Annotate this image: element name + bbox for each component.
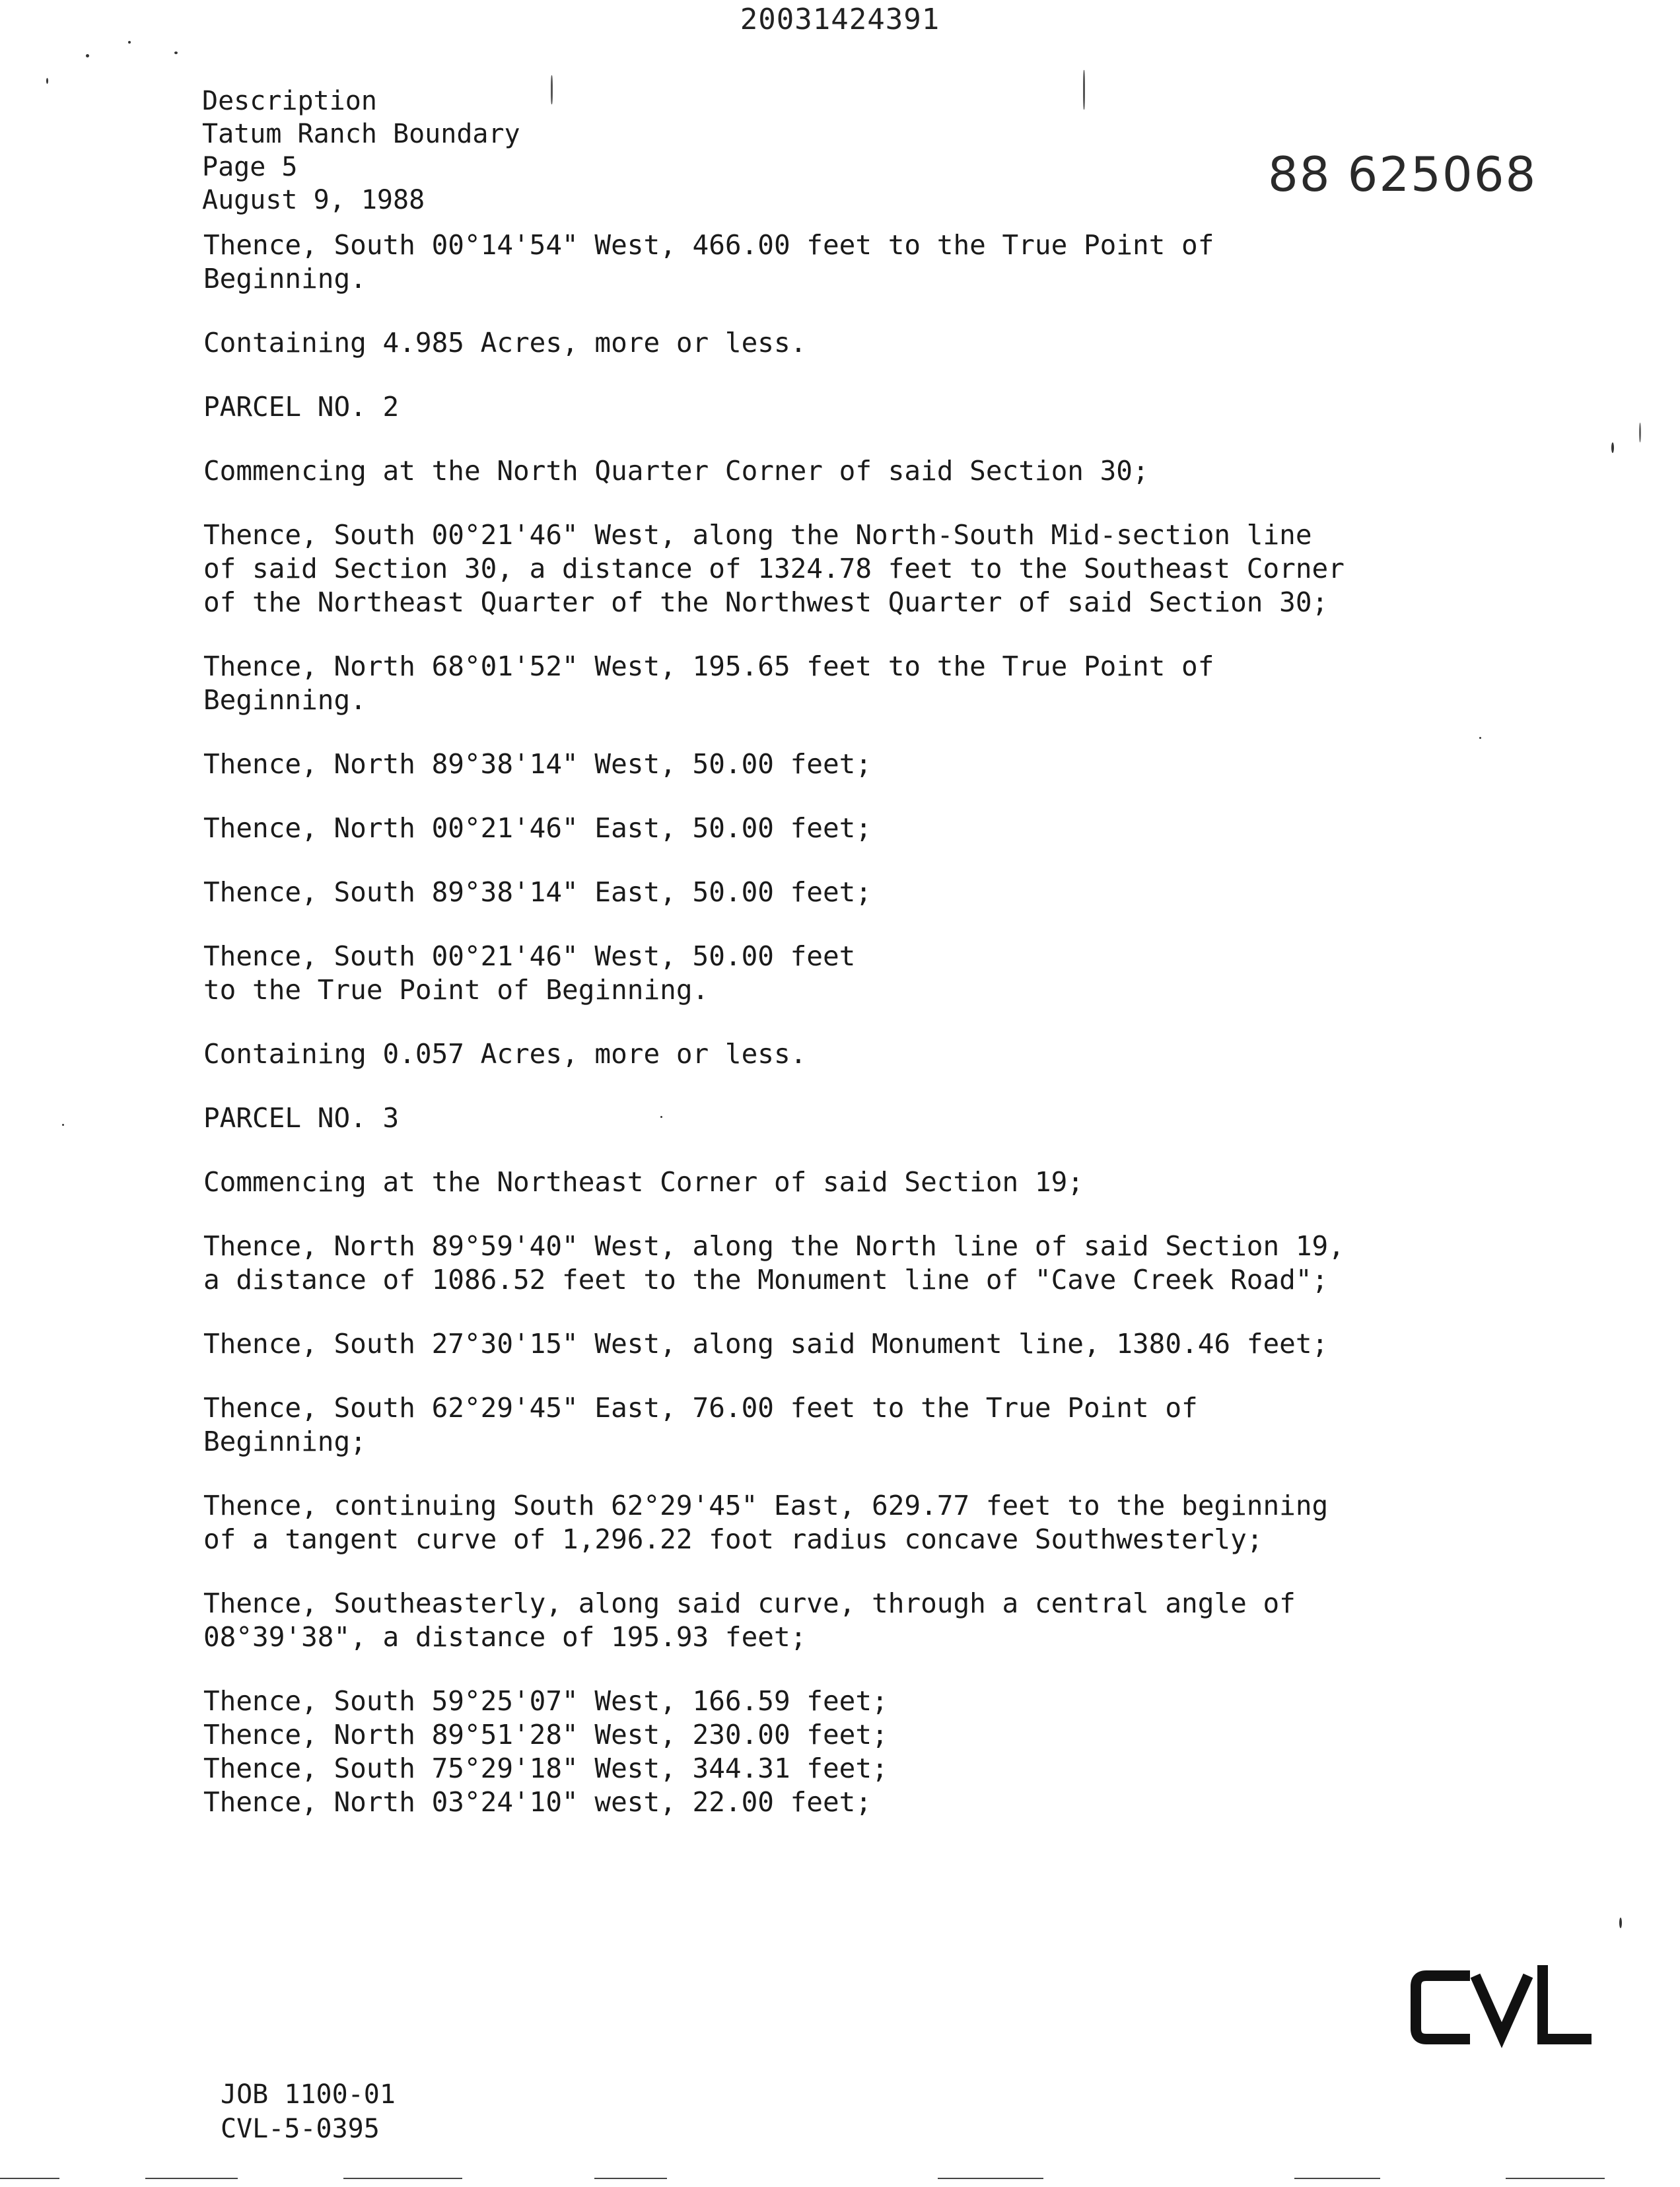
scan-edge-line — [594, 2178, 667, 2179]
scan-speck — [174, 52, 178, 54]
parcel-heading: PARCEL NO. 2 — [203, 391, 400, 423]
paragraph: Thence, North 89°59'40" West, along the North line of said Section 19, a distance of 1086.52 feet to the Monument line of "Cave Creek Road"; — [203, 1230, 1345, 1296]
scan-speck — [551, 75, 553, 104]
paragraph: Thence, South 62°29'45" East, 76.00 feet to the True Point of Beginning; — [203, 1392, 1198, 1457]
paragraph: Containing 4.985 Acres, more or less. — [203, 327, 807, 359]
paragraph: Thence, South 00°21'46" West, along the North-South Mid-section line of said Section 30, a distance of 1324.78 feet to the Southeast Corner of the Northeast Quarter of the Northwest Quarter of said Section 30; — [203, 519, 1345, 618]
document-number: 20031424391 — [740, 3, 940, 36]
paragraph: Thence, South 27°30'15" West, along said Monument line, 1380.46 feet; — [203, 1328, 1329, 1360]
scan-speck — [62, 1124, 64, 1126]
job-number: JOB 1100-01 — [221, 2079, 396, 2110]
cvl-logo — [1407, 1961, 1592, 2054]
course-line: Thence, South 75°29'18" West, 344.31 feet; — [203, 1753, 888, 1784]
scan-edge-line — [1506, 2178, 1605, 2179]
scan-edge-line — [938, 2178, 1043, 2179]
course-line: Thence, South 59°25'07" West, 166.59 feet; — [203, 1685, 888, 1717]
scan-speck — [1611, 442, 1614, 453]
header-line-date: August 9, 1988 — [202, 185, 425, 215]
paragraph: Thence, South 00°14'54" West, 466.00 feet to the True Point of Beginning. — [203, 229, 1214, 295]
document-footer — [221, 2077, 396, 2146]
document-header — [202, 85, 520, 217]
paragraph: Thence, continuing South 62°29'45" East, 629.77 feet to the beginning of a tangent curve of 1,296.22 foot radius concave Southwesterly; — [203, 1490, 1329, 1555]
paragraph: Commencing at the Northeast Corner of said Section 19; — [203, 1166, 1084, 1198]
scan-speck — [1619, 1918, 1622, 1928]
header-line-description: Description — [202, 86, 377, 116]
paragraph: Thence, North 00°21'46" East, 50.00 feet; — [203, 812, 872, 844]
parcel-heading: PARCEL NO. 3 — [203, 1102, 400, 1134]
scan-edge-line — [1294, 2178, 1380, 2179]
scan-speck — [1083, 70, 1085, 110]
header-line-page: Page 5 — [202, 152, 298, 182]
recording-number-stamp: 88 625068 — [1268, 147, 1537, 202]
paragraph: Thence, North 89°38'14" West, 50.00 feet; — [203, 748, 872, 780]
legal-description-body — [203, 228, 1392, 1819]
paragraph: Containing 0.057 Acres, more or less. — [203, 1038, 807, 1070]
scan-edge-line — [0, 2178, 59, 2179]
paragraph: Thence, Southeasterly, along said curve, through a central angle of 08°39'38", a distance of 195.93 feet; — [203, 1587, 1296, 1653]
paragraph: Thence, South 89°38'14" East, 50.00 feet; — [203, 876, 872, 908]
scan-speck — [86, 54, 89, 57]
paragraph: Commencing at the North Quarter Corner of said Section 30; — [203, 455, 1149, 487]
course-line: Thence, North 03°24'10" west, 22.00 feet; — [203, 1786, 872, 1818]
course-line: Thence, North 89°51'28" West, 230.00 feet; — [203, 1719, 888, 1751]
scan-speck — [1639, 423, 1641, 442]
paragraph: Thence, North 68°01'52" West, 195.65 feet to the True Point of Beginning. — [203, 650, 1214, 716]
scan-speck — [1479, 737, 1481, 739]
scan-speck — [46, 78, 48, 84]
scan-edge-line — [145, 2178, 238, 2179]
header-line-title: Tatum Ranch Boundary — [202, 119, 520, 149]
scan-speck — [660, 1116, 662, 1118]
scan-speck — [128, 41, 131, 44]
paragraph: Thence, South 00°21'46" West, 50.00 feet to the True Point of Beginning. — [203, 940, 856, 1006]
reference-number: CVL-5-0395 — [221, 2114, 380, 2144]
scan-edge-line — [343, 2178, 462, 2179]
